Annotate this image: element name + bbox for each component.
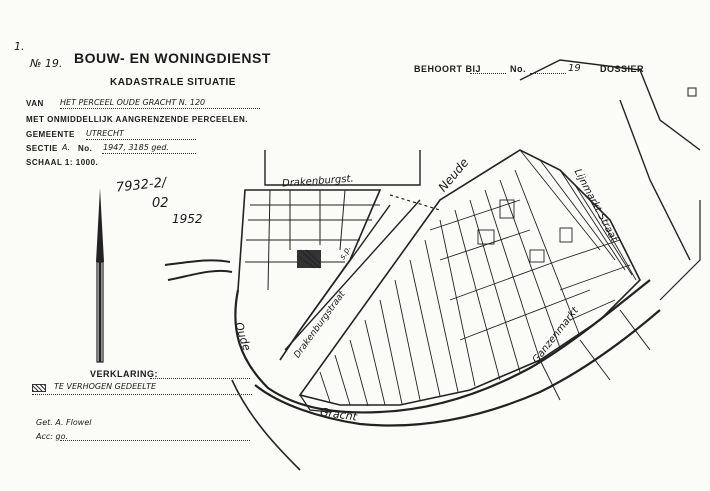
page-title: BOUW- EN WONINGDIENST: [74, 50, 271, 66]
dossier-number: 19: [568, 63, 581, 74]
street-label-neude: Neude: [435, 155, 472, 195]
street-edge: [390, 195, 440, 210]
behoort-bij-label: BEHOORT BIJ: [414, 64, 482, 74]
legend-item: TE VERHOGEN GEDEELTE: [54, 382, 157, 391]
sheet-number: 1.: [14, 40, 25, 53]
street-edge: [520, 60, 700, 150]
street-edge: [285, 200, 420, 350]
canal-edge: [168, 271, 232, 280]
verklaring-label: VERKLARING:: [90, 369, 158, 379]
street-label-ganzenmarkt: Ganzenmarkt: [530, 305, 581, 366]
van-label: VAN: [26, 99, 44, 108]
sectie-no-value: 1947, 3185 ged.: [103, 143, 169, 152]
street-label-drakenburgstraat: Drakenburgstraat: [292, 289, 348, 361]
handwritten-year: 1952: [172, 212, 203, 226]
street-edge: [660, 200, 700, 300]
schaal-label: SCHAAL 1: 1000.: [26, 158, 99, 167]
street-label-oude: Oude: [231, 320, 254, 353]
canal-edge: [165, 260, 230, 265]
dossier-label: DOSSIER: [600, 64, 645, 74]
parcel-lines: [245, 190, 380, 290]
gemeente-label: GEMEENTE: [26, 130, 75, 139]
handwritten-reference: 7932-2/: [115, 175, 168, 196]
number-label: No.: [510, 64, 526, 74]
handwritten-reference-2: 02: [152, 196, 169, 211]
drawn-by: Get. A. Flowel: [36, 418, 92, 427]
street-label-lijnmarkt: Lijnmarkt Straat: [571, 167, 620, 244]
street-label-drakenburgst: Drakenburgst.: [281, 173, 354, 190]
street-edge: [620, 100, 690, 260]
perceel-value: HET PERCEEL OUDE GRACHT N. 120: [60, 98, 206, 107]
accepted-by: Acc: go.: [36, 432, 69, 441]
corner-mark: [688, 88, 696, 96]
sectie-no-label: No.: [78, 144, 93, 153]
adjacent-parcels-label: MET ONMIDDELLIJK AANGRENZENDE PERCEELEN.: [26, 115, 248, 124]
sectie-value: A.: [62, 143, 71, 152]
street-label-alley: s.p.: [337, 244, 353, 261]
sectie-label: SECTIE: [26, 144, 58, 153]
north-arrow-icon: [96, 188, 104, 362]
page-subtitle: KADASTRALE SITUATIE: [110, 77, 236, 88]
street-label-gracht: Gracht: [319, 405, 358, 424]
gemeente-value: UTRECHT: [86, 129, 124, 138]
form-number: № 19.: [30, 57, 63, 70]
